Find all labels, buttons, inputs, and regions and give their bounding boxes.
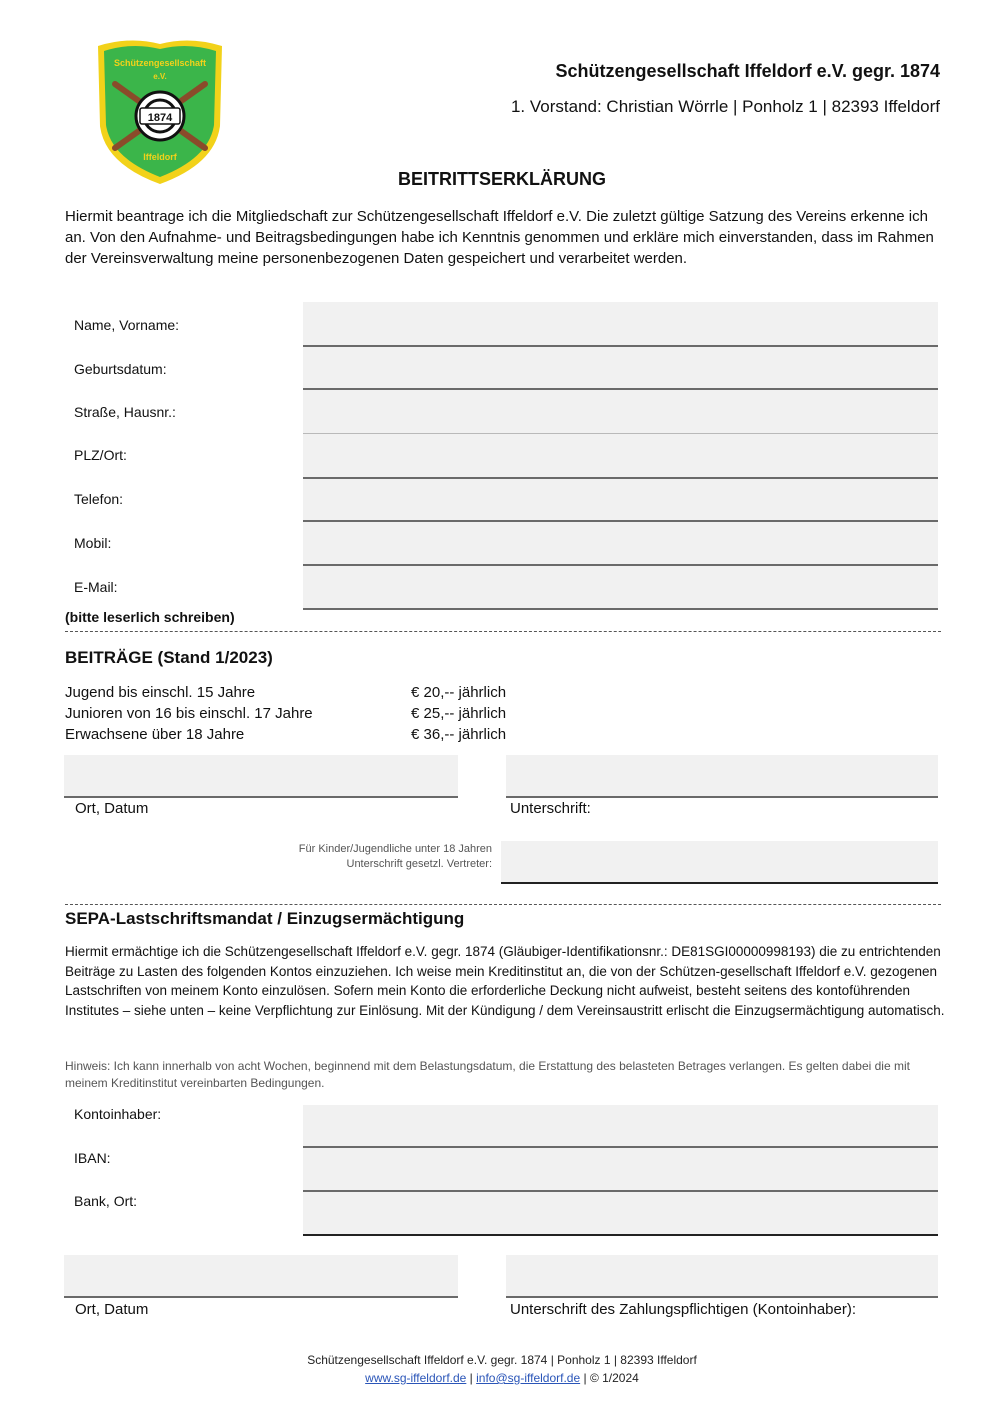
guardian-note <box>240 842 492 872</box>
sepa-mandate-text: Hiermit ermächtige ich die Schützengesellschaft Iffeldorf e.V. gegr. 1874 (Gläubiger-Identifikationsnr.: DE81SGI00000998193) die zu entrichtenden Beiträge zu Lasten des folgenden Kontos einzuziehen. Ich weise mein Kreditinstitut an, die von der Schützen-gesellschaft Iffeldorf e.V. gezogenen Lastschriften von meinem Konto einzulösen. Sofern mein Konto die erforderliche Deckung nicht aufweist, besteht seitens des kontoführenden Institutes – siehe unten – keine Verpflichtung zur Einlösung. Mit der Kündigung / dem Vereinsaustritt erlischt die Einzugsermächtigung automatisch. <box>65 944 945 1018</box>
footer <box>0 1351 1004 1387</box>
fee-amount: € 25,-- jährlich <box>411 705 507 722</box>
mobile-field[interactable] <box>303 522 938 566</box>
email-label: E-Mail: <box>74 579 118 595</box>
birthdate-field[interactable] <box>303 347 938 390</box>
sepa-hint: Hinweis: Ich kann innerhalb von acht Wochen, beginnend mit dem Belastungsdatum, die Erstattung des belasteten Betrages verlangen. Es gelten dabei die mit meinem Kreditinstitut vereinbarten Bedingungen. <box>65 1059 910 1090</box>
sepa-place-date-field[interactable] <box>64 1255 458 1298</box>
iban-label: IBAN: <box>74 1150 111 1166</box>
fee-category: Junioren von 16 bis einschl. 17 Jahre <box>65 705 313 722</box>
intro-paragraph: Hiermit beantrage ich die Mitgliedschaft zur Schützengesellschaft Iffeldorf e.V. Die zuletzt gültige Satzung des Vereins erkenne ich an. Von den Aufnahme- und Beitragsbedingungen habe ich Kenntnis genommen und erkläre mich einverstanden, dass im Rahmen der Vereinsverwaltung meine personenbezogenen Daten gespeichert und verarbeitet werden. <box>65 208 934 267</box>
logo-sub-text: e.V. <box>153 72 167 81</box>
street-label: Straße, Hausnr.: <box>74 404 176 420</box>
payer-signature-label: Unterschrift des Zahlungspflichtigen (Kontoinhaber): <box>510 1301 857 1318</box>
fees-title: BEITRÄGE (Stand 1/2023) <box>65 648 273 667</box>
logo-year: 1874 <box>147 112 173 124</box>
zip-city-field[interactable] <box>303 434 938 479</box>
footer-contact <box>0 1369 1004 1387</box>
signature-field[interactable] <box>506 755 938 798</box>
phone-label: Telefon: <box>74 491 124 507</box>
section-divider <box>65 631 941 632</box>
birthdate-label: Geburtsdatum: <box>74 361 167 377</box>
footer-copyright: © 1/2024 <box>589 1371 639 1385</box>
shield-emblem-icon <box>90 36 230 186</box>
logo-arc-text: Schützengesellschaft <box>113 58 207 68</box>
zip-city-label: PLZ/Ort: <box>74 447 127 463</box>
name-field[interactable] <box>303 302 938 347</box>
email-field[interactable] <box>303 566 938 610</box>
account-holder-label: Kontoinhaber: <box>74 1106 162 1122</box>
payer-signature-field[interactable] <box>506 1255 938 1298</box>
account-holder-field[interactable] <box>303 1105 938 1148</box>
fee-row <box>65 726 565 747</box>
fee-category: Jugend bis einschl. 15 Jahre <box>65 684 256 701</box>
org-title: Schützengesellschaft Iffeldorf e.V. gegr. 1874 <box>555 61 940 81</box>
name-label: Name, Vorname: <box>74 317 180 333</box>
legibility-note: (bitte leserlich schreiben) <box>65 609 235 625</box>
org-subtitle: 1. Vorstand: Christian Wörrle | Ponholz 1 | 82393 Iffeldorf <box>510 97 940 116</box>
footer-separator: | <box>580 1371 590 1385</box>
section-divider <box>65 904 941 905</box>
fee-category: Erwachsene über 18 Jahre <box>65 726 245 743</box>
street-field[interactable] <box>303 390 938 434</box>
fee-amount: € 20,-- jährlich <box>411 684 507 701</box>
sepa-title-rest: -Lastschriftsmandat / Einzugsermächtigung <box>110 909 465 928</box>
club-logo <box>90 36 230 186</box>
iban-field[interactable] <box>303 1148 938 1192</box>
fee-row <box>65 684 565 705</box>
footer-separator: | <box>466 1371 477 1385</box>
bank-city-label: Bank, Ort: <box>74 1193 138 1209</box>
logo-bottom-text: Iffeldorf <box>143 152 177 162</box>
bank-city-field[interactable] <box>303 1192 938 1236</box>
guardian-note-line2: Unterschrift gesetzl. Vertreter: <box>346 858 492 870</box>
sepa-title-bold: SEPA <box>65 909 111 928</box>
place-date-label: Ort, Datum <box>75 800 149 817</box>
signature-label: Unterschrift: <box>510 800 591 817</box>
website-link[interactable]: www.sg-iffeldorf.de <box>365 1371 467 1385</box>
guardian-signature-field[interactable] <box>501 841 938 884</box>
mobile-label: Mobil: <box>74 535 112 551</box>
place-date-field[interactable] <box>64 755 458 798</box>
fee-amount: € 36,-- jährlich <box>411 726 507 743</box>
document-title: BEITRITTSERKLÄRUNG <box>398 169 606 189</box>
guardian-note-line1: Für Kinder/Jugendliche unter 18 Jahren <box>298 843 492 855</box>
footer-address: Schützengesellschaft Iffeldorf e.V. gegr. 1874 | Ponholz 1 | 82393 Iffeldorf <box>307 1353 697 1367</box>
phone-field[interactable] <box>303 479 938 522</box>
fee-row <box>65 705 565 726</box>
sepa-title <box>65 909 464 929</box>
sepa-place-date-label: Ort, Datum <box>75 1301 149 1318</box>
email-link[interactable]: info@sg-iffeldorf.de <box>476 1371 581 1385</box>
